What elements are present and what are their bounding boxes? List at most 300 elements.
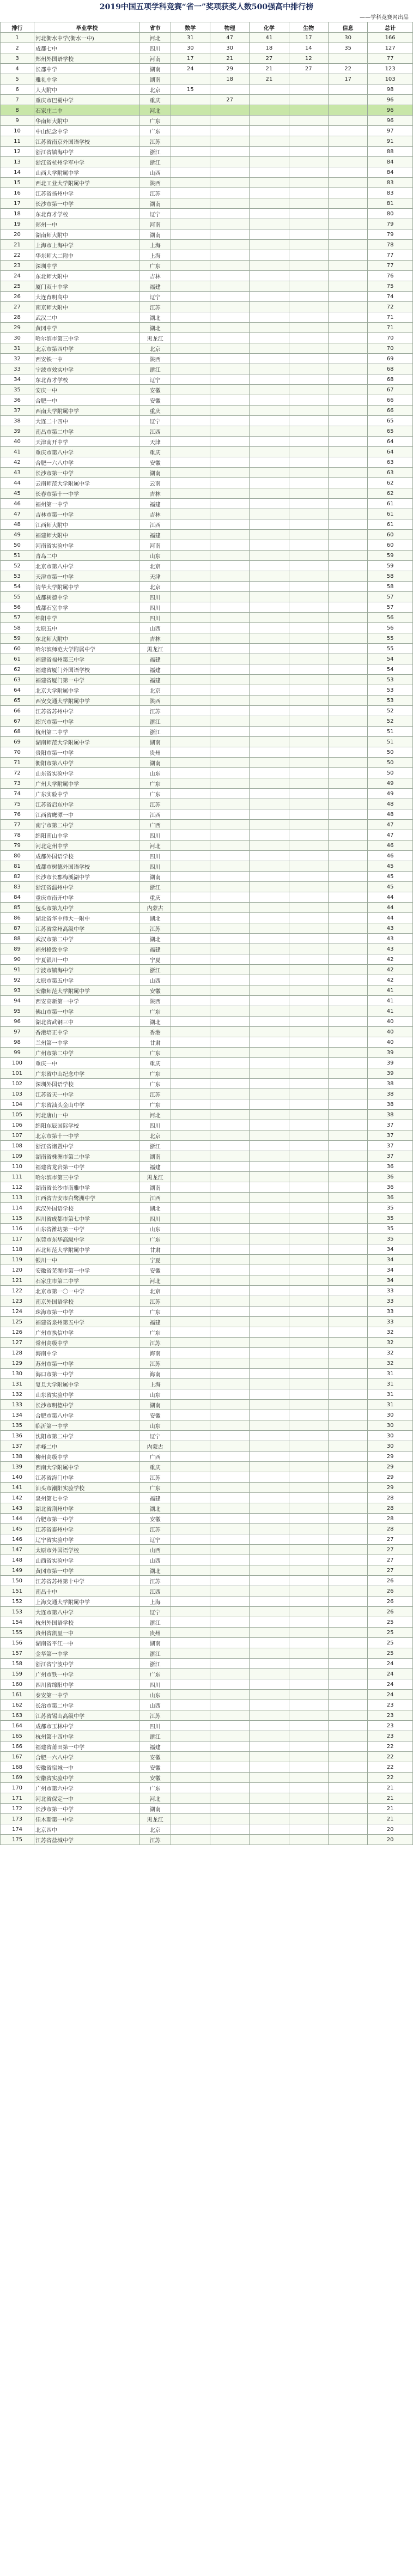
table-row	[1, 685, 413, 696]
total-cell: 39	[368, 1068, 413, 1079]
table-row	[1, 1586, 413, 1597]
school-cell: 西南大学附属中学	[34, 1462, 140, 1472]
informatics-cell	[328, 882, 367, 892]
rank-cell: 21	[1, 240, 34, 250]
physics-cell	[210, 1244, 249, 1255]
table-row	[1, 1058, 413, 1068]
rank-cell: 103	[1, 1089, 34, 1099]
column-header: 数学	[171, 22, 210, 33]
physics-cell	[210, 354, 249, 364]
math-cell: 31	[171, 33, 210, 43]
informatics-cell	[328, 1452, 367, 1462]
total-cell: 28	[368, 1503, 413, 1514]
biology-cell	[289, 1700, 328, 1710]
informatics-cell	[328, 84, 367, 95]
informatics-cell	[328, 789, 367, 799]
biology-cell	[289, 996, 328, 1006]
school-cell: 湖南师范大学附属中学	[34, 737, 140, 747]
total-cell: 77	[368, 250, 413, 261]
province-cell: 湖南	[139, 74, 171, 84]
table-row	[1, 623, 413, 633]
total-cell: 30	[368, 1431, 413, 1441]
table-row	[1, 95, 413, 105]
biology-cell	[289, 985, 328, 996]
math-cell	[171, 561, 210, 571]
province-cell: 上海	[139, 240, 171, 250]
informatics-cell	[328, 240, 367, 250]
rank-cell: 99	[1, 1048, 34, 1058]
physics-cell	[210, 1058, 249, 1068]
biology-cell	[289, 1172, 328, 1182]
chemistry-cell	[250, 1203, 289, 1213]
chemistry-cell	[250, 198, 289, 209]
rank-cell: 131	[1, 1379, 34, 1389]
biology-cell	[289, 1503, 328, 1514]
biology-cell	[289, 240, 328, 250]
rank-cell: 92	[1, 975, 34, 985]
biology-cell: 17	[289, 33, 328, 43]
math-cell	[171, 136, 210, 147]
rank-cell: 137	[1, 1441, 34, 1452]
chemistry-cell	[250, 923, 289, 934]
chemistry-cell	[250, 1472, 289, 1483]
biology-cell	[289, 385, 328, 395]
rank-cell: 125	[1, 1317, 34, 1327]
physics-cell	[210, 188, 249, 198]
column-header: 省市	[139, 22, 171, 33]
school-cell: 北京四中	[34, 1824, 140, 1835]
rank-cell: 133	[1, 1400, 34, 1410]
school-cell: 兰州第一中学	[34, 1037, 140, 1048]
math-cell	[171, 1576, 210, 1586]
table-row	[1, 1006, 413, 1017]
rank-cell: 42	[1, 457, 34, 468]
total-cell: 21	[368, 1783, 413, 1793]
chemistry-cell	[250, 602, 289, 613]
physics-cell	[210, 1731, 249, 1741]
total-cell: 43	[368, 944, 413, 954]
table-row	[1, 654, 413, 664]
informatics-cell	[328, 178, 367, 188]
math-cell	[171, 1234, 210, 1244]
school-cell: 安徽师范大学附属中学	[34, 985, 140, 996]
school-cell: 福建师大附中	[34, 530, 140, 540]
biology-cell	[289, 861, 328, 872]
province-cell: 山西	[139, 623, 171, 633]
informatics-cell	[328, 1400, 367, 1410]
province-cell: 江西	[139, 1586, 171, 1597]
math-cell	[171, 1648, 210, 1659]
total-cell: 40	[368, 1037, 413, 1048]
province-cell: 辽宁	[139, 292, 171, 302]
total-cell: 68	[368, 364, 413, 374]
province-cell: 山西	[139, 975, 171, 985]
province-cell: 湖南	[139, 1400, 171, 1410]
chemistry-cell	[250, 364, 289, 374]
math-cell	[171, 1628, 210, 1638]
informatics-cell	[328, 706, 367, 716]
school-cell: 南京师大附中	[34, 302, 140, 312]
province-cell: 河南	[139, 219, 171, 229]
biology-cell	[289, 1793, 328, 1804]
informatics-cell	[328, 944, 367, 954]
chemistry-cell	[250, 716, 289, 727]
total-cell: 36	[368, 1182, 413, 1193]
chemistry-cell	[250, 1099, 289, 1110]
math-cell	[171, 250, 210, 261]
table-row	[1, 965, 413, 975]
total-cell: 62	[368, 488, 413, 499]
physics-cell	[210, 1659, 249, 1669]
table-row	[1, 1628, 413, 1638]
rank-cell: 101	[1, 1068, 34, 1079]
table-row	[1, 1555, 413, 1565]
rank-cell: 35	[1, 385, 34, 395]
province-cell: 吉林	[139, 633, 171, 644]
total-cell: 50	[368, 768, 413, 778]
school-cell: 成都石室中学	[34, 602, 140, 613]
province-cell: 山西	[139, 1545, 171, 1555]
chemistry-cell	[250, 1731, 289, 1741]
physics-cell	[210, 1607, 249, 1617]
total-cell: 62	[368, 478, 413, 488]
biology-cell: 12	[289, 53, 328, 64]
informatics-cell	[328, 1099, 367, 1110]
school-cell: 贵阳市第一中学	[34, 747, 140, 758]
rank-cell: 54	[1, 582, 34, 592]
biology-cell	[289, 1441, 328, 1452]
physics-cell: 29	[210, 64, 249, 74]
school-cell: 广东省中山纪念中学	[34, 1068, 140, 1079]
total-cell: 34	[368, 1265, 413, 1275]
biology-cell	[289, 1783, 328, 1793]
chemistry-cell	[250, 582, 289, 592]
math-cell	[171, 1182, 210, 1193]
physics-cell	[210, 1099, 249, 1110]
province-cell: 江苏	[139, 1524, 171, 1534]
chemistry-cell	[250, 509, 289, 519]
province-cell: 重庆	[139, 447, 171, 457]
math-cell	[171, 1545, 210, 1555]
math-cell	[171, 302, 210, 312]
physics-cell	[210, 965, 249, 975]
school-cell: 长治市第二中学	[34, 1700, 140, 1710]
school-cell: 杭州外国语学校	[34, 1617, 140, 1628]
province-cell: 广东	[139, 1234, 171, 1244]
physics-cell	[210, 1079, 249, 1089]
school-cell: 江西省鹰潭一中	[34, 809, 140, 820]
total-cell: 48	[368, 809, 413, 820]
math-cell	[171, 1534, 210, 1545]
informatics-cell	[328, 1462, 367, 1472]
province-cell: 吉林	[139, 509, 171, 519]
rank-cell: 51	[1, 551, 34, 561]
table-row	[1, 240, 413, 250]
total-cell: 25	[368, 1617, 413, 1628]
table-row	[1, 1462, 413, 1472]
table-row	[1, 437, 413, 447]
biology-cell	[289, 1493, 328, 1503]
table-row	[1, 1659, 413, 1669]
informatics-cell	[328, 1648, 367, 1659]
physics-cell	[210, 1793, 249, 1804]
province-cell: 江苏	[139, 1089, 171, 1099]
chemistry-cell	[250, 840, 289, 851]
table-row	[1, 1379, 413, 1389]
table-row	[1, 1690, 413, 1700]
chemistry-cell	[250, 1369, 289, 1379]
school-cell: 江苏省南京外国语学校	[34, 136, 140, 147]
chemistry-cell	[250, 1565, 289, 1576]
physics-cell	[210, 1089, 249, 1099]
chemistry-cell	[250, 468, 289, 478]
total-cell: 61	[368, 499, 413, 509]
physics-cell	[210, 851, 249, 861]
total-cell: 22	[368, 1773, 413, 1783]
math-cell	[171, 664, 210, 675]
province-cell: 江西	[139, 809, 171, 820]
biology-cell	[289, 903, 328, 913]
rank-cell: 132	[1, 1389, 34, 1400]
physics-cell	[210, 1472, 249, 1483]
physics-cell	[210, 292, 249, 302]
chemistry-cell	[250, 229, 289, 240]
total-cell: 31	[368, 1369, 413, 1379]
school-cell: 重庆市巴蜀中学	[34, 95, 140, 105]
informatics-cell	[328, 126, 367, 136]
school-cell: 湖北省武钢三中	[34, 1017, 140, 1027]
total-cell: 103	[368, 74, 413, 84]
chemistry-cell	[250, 1586, 289, 1597]
chemistry-cell	[250, 1162, 289, 1172]
physics-cell	[210, 84, 249, 95]
chemistry-cell	[250, 1462, 289, 1472]
rank-cell: 175	[1, 1835, 34, 1845]
rank-cell: 148	[1, 1555, 34, 1565]
biology-cell	[289, 561, 328, 571]
province-cell: 广西	[139, 820, 171, 830]
column-header: 毕业学校	[34, 22, 140, 33]
province-cell: 吉林	[139, 271, 171, 281]
physics-cell	[210, 696, 249, 706]
rank-cell: 11	[1, 136, 34, 147]
informatics-cell	[328, 53, 367, 64]
informatics-cell	[328, 809, 367, 820]
informatics-cell	[328, 1690, 367, 1700]
biology-cell	[289, 768, 328, 778]
table-row	[1, 872, 413, 882]
physics-cell	[210, 747, 249, 758]
physics-cell	[210, 1441, 249, 1452]
school-cell: 福建省泉州第五中学	[34, 1317, 140, 1327]
math-cell	[171, 343, 210, 354]
total-cell: 64	[368, 437, 413, 447]
physics-cell	[210, 1286, 249, 1296]
informatics-cell	[328, 758, 367, 768]
chemistry-cell	[250, 913, 289, 923]
math-cell	[171, 1524, 210, 1534]
biology-cell	[289, 1224, 328, 1234]
physics-cell	[210, 1576, 249, 1586]
chemistry-cell	[250, 1441, 289, 1452]
informatics-cell	[328, 1068, 367, 1079]
biology-cell	[289, 323, 328, 333]
province-cell: 安徽	[139, 385, 171, 395]
total-cell: 22	[368, 1752, 413, 1762]
biology-cell	[289, 1659, 328, 1669]
table-row	[1, 778, 413, 789]
physics-cell	[210, 426, 249, 437]
informatics-cell	[328, 1472, 367, 1483]
total-cell: 78	[368, 240, 413, 250]
table-row	[1, 1068, 413, 1079]
biology-cell	[289, 1431, 328, 1441]
table-row	[1, 406, 413, 416]
province-cell: 安徽	[139, 1752, 171, 1762]
physics-cell	[210, 1700, 249, 1710]
informatics-cell	[328, 1348, 367, 1358]
rank-cell: 41	[1, 447, 34, 457]
school-cell: 成都七中	[34, 43, 140, 53]
physics-cell	[210, 1120, 249, 1130]
rank-cell: 150	[1, 1576, 34, 1586]
table-row	[1, 1017, 413, 1027]
chemistry-cell	[250, 147, 289, 157]
informatics-cell	[328, 1296, 367, 1307]
biology-cell	[289, 261, 328, 271]
math-cell	[171, 1048, 210, 1058]
biology-cell	[289, 1317, 328, 1327]
informatics-cell	[328, 1027, 367, 1037]
rank-cell: 163	[1, 1710, 34, 1721]
school-cell: 安徽省实验中学	[34, 1773, 140, 1783]
province-cell: 江苏	[139, 1472, 171, 1483]
math-cell	[171, 727, 210, 737]
school-cell: 山东省实验中学	[34, 768, 140, 778]
total-cell: 80	[368, 209, 413, 219]
province-cell: 山西	[139, 167, 171, 178]
math-cell	[171, 696, 210, 706]
informatics-cell	[328, 654, 367, 664]
informatics-cell	[328, 105, 367, 116]
school-cell: 合肥一六八中学	[34, 1752, 140, 1762]
chemistry-cell	[250, 447, 289, 457]
physics-cell	[210, 799, 249, 809]
math-cell	[171, 374, 210, 385]
biology-cell	[289, 1110, 328, 1120]
province-cell: 陕西	[139, 696, 171, 706]
informatics-cell	[328, 1420, 367, 1431]
biology-cell	[289, 478, 328, 488]
school-cell: 哈尔滨市第三中学	[34, 1172, 140, 1182]
school-cell: 江苏省扬州中学	[34, 188, 140, 198]
biology-cell	[289, 74, 328, 84]
physics-cell	[210, 499, 249, 509]
math-cell	[171, 209, 210, 219]
table-row	[1, 126, 413, 136]
chemistry-cell	[250, 1493, 289, 1503]
table-row	[1, 281, 413, 292]
table-row	[1, 136, 413, 147]
total-cell: 22	[368, 1762, 413, 1773]
rank-cell: 173	[1, 1814, 34, 1824]
rank-cell: 155	[1, 1628, 34, 1638]
math-cell	[171, 1193, 210, 1203]
biology-cell	[289, 758, 328, 768]
province-cell: 黑龙江	[139, 1172, 171, 1182]
total-cell: 47	[368, 830, 413, 840]
chemistry-cell	[250, 644, 289, 654]
table-row	[1, 1389, 413, 1400]
total-cell: 70	[368, 343, 413, 354]
math-cell	[171, 385, 210, 395]
rank-cell: 25	[1, 281, 34, 292]
province-cell: 江苏	[139, 923, 171, 934]
table-row	[1, 1130, 413, 1141]
school-cell: 广州市第二中学	[34, 1048, 140, 1058]
province-cell: 广东	[139, 1669, 171, 1679]
rank-cell: 91	[1, 965, 34, 975]
rank-cell: 20	[1, 229, 34, 240]
total-cell: 35	[368, 1234, 413, 1244]
province-cell: 福建	[139, 664, 171, 675]
rank-cell: 50	[1, 540, 34, 551]
chemistry-cell: 41	[250, 33, 289, 43]
total-cell: 76	[368, 271, 413, 281]
biology-cell	[289, 923, 328, 934]
physics-cell	[210, 1369, 249, 1379]
biology-cell	[289, 623, 328, 633]
rank-cell: 110	[1, 1162, 34, 1172]
informatics-cell	[328, 1110, 367, 1120]
table-row	[1, 1793, 413, 1804]
province-cell: 黑龙江	[139, 1814, 171, 1824]
total-cell: 20	[368, 1824, 413, 1835]
math-cell	[171, 1265, 210, 1275]
total-cell: 21	[368, 1814, 413, 1824]
total-cell: 40	[368, 1027, 413, 1037]
physics-cell	[210, 727, 249, 737]
math-cell	[171, 1503, 210, 1514]
chemistry-cell	[250, 747, 289, 758]
informatics-cell	[328, 716, 367, 727]
table-row	[1, 53, 413, 64]
province-cell: 广东	[139, 1307, 171, 1317]
school-cell: 沈阳市第二中学	[34, 1431, 140, 1441]
school-cell: 江苏省海门中学	[34, 1472, 140, 1483]
biology-cell	[289, 1773, 328, 1783]
biology-cell	[289, 343, 328, 354]
province-cell: 河北	[139, 1793, 171, 1804]
math-cell	[171, 178, 210, 188]
school-cell: 浙江省镇海中学	[34, 147, 140, 157]
province-cell: 湖北	[139, 1203, 171, 1213]
province-cell: 山东	[139, 551, 171, 561]
rank-cell: 73	[1, 778, 34, 789]
physics-cell	[210, 1348, 249, 1358]
biology-cell	[289, 1514, 328, 1524]
biology-cell	[289, 1099, 328, 1110]
informatics-cell	[328, 985, 367, 996]
math-cell	[171, 1172, 210, 1182]
total-cell: 34	[368, 1255, 413, 1265]
informatics-cell	[328, 116, 367, 126]
rank-cell: 172	[1, 1804, 34, 1814]
rank-cell: 102	[1, 1079, 34, 1089]
province-cell: 宁夏	[139, 1255, 171, 1265]
chemistry-cell	[250, 374, 289, 385]
math-cell	[171, 219, 210, 229]
